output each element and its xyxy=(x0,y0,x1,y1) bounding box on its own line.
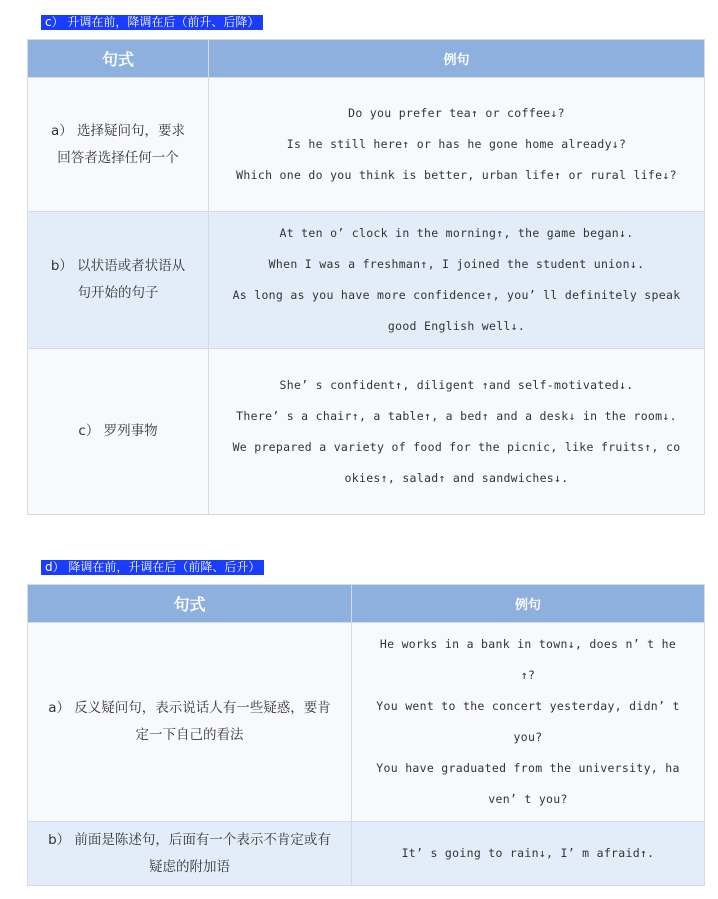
example-cell xyxy=(209,349,705,515)
table-row xyxy=(28,822,705,886)
example-sentence: You went to the concert yesterday, didn’ t you? xyxy=(376,699,680,744)
example-sentence: When I was a freshman↑, I joined the student union↓. xyxy=(268,257,645,271)
table-header-row xyxy=(28,40,705,78)
header-pattern: 句式 xyxy=(28,40,209,78)
example-sentence: You have graduated from the university, haven’ t you? xyxy=(376,761,680,806)
section-d-table xyxy=(27,584,705,886)
pattern-cell: b） 前面是陈述句，后面有一个表示不肯定或有疑虑的附加语 xyxy=(28,822,352,886)
section-d-title: d） 降调在前，升调在后（前降、后升） xyxy=(41,560,264,575)
table-row xyxy=(28,349,705,515)
header-example: 例句 xyxy=(352,585,705,623)
example-sentence: He works in a bank in town↓, does n’ t he↑? xyxy=(379,637,677,682)
table-row xyxy=(28,623,705,822)
header-example: 例句 xyxy=(209,40,705,78)
example-sentence: It’ s going to rain↓, I’ m afraid↑. xyxy=(401,846,655,860)
example-sentence: She’ s confident↑, diligent ↑and self-motivated↓. xyxy=(279,377,634,392)
table-header-row xyxy=(28,585,705,623)
example-cell xyxy=(352,623,705,822)
pattern-cell: a） 选择疑问句，要求回答者选择任何一个 xyxy=(28,78,209,212)
example-cell xyxy=(352,822,705,886)
pattern-cell: b） 以状语或者状语从句开始的句子 xyxy=(28,212,209,349)
example-sentence: We prepared a variety of food for the picnic, like fruits↑, cookies↑, salad↑ and sandwiches↓. xyxy=(232,439,681,485)
header-pattern: 句式 xyxy=(28,585,352,623)
example-cell xyxy=(209,78,705,212)
table-row xyxy=(28,78,705,212)
table-row xyxy=(28,212,705,349)
pattern-cell: c） 罗列事物 xyxy=(28,349,209,515)
example-sentence: At ten o’ clock in the morning↑, the game began↓. xyxy=(279,226,634,240)
section-c-table xyxy=(27,39,705,515)
section-c-title: c） 升调在前，降调在后（前升、后降） xyxy=(41,15,263,30)
example-sentence: Which one do you think is better, urban life↑ or rural life↓? xyxy=(236,168,677,182)
example-sentence: Is he still here↑ or has he gone home already↓? xyxy=(286,137,627,151)
pattern-cell: a） 反义疑问句，表示说话人有一些疑惑，要肯定一下自己的看法 xyxy=(28,623,352,822)
example-sentence: As long as you have more confidence↑, you’ ll definitely speak good English well↓. xyxy=(232,288,681,333)
example-sentence: There’ s a chair↑, a table↑, a bed↑ and a desk↓ in the room↓. xyxy=(236,408,677,423)
example-sentence: Do you prefer tea↑ or coffee↓? xyxy=(348,106,565,120)
example-cell xyxy=(209,212,705,349)
